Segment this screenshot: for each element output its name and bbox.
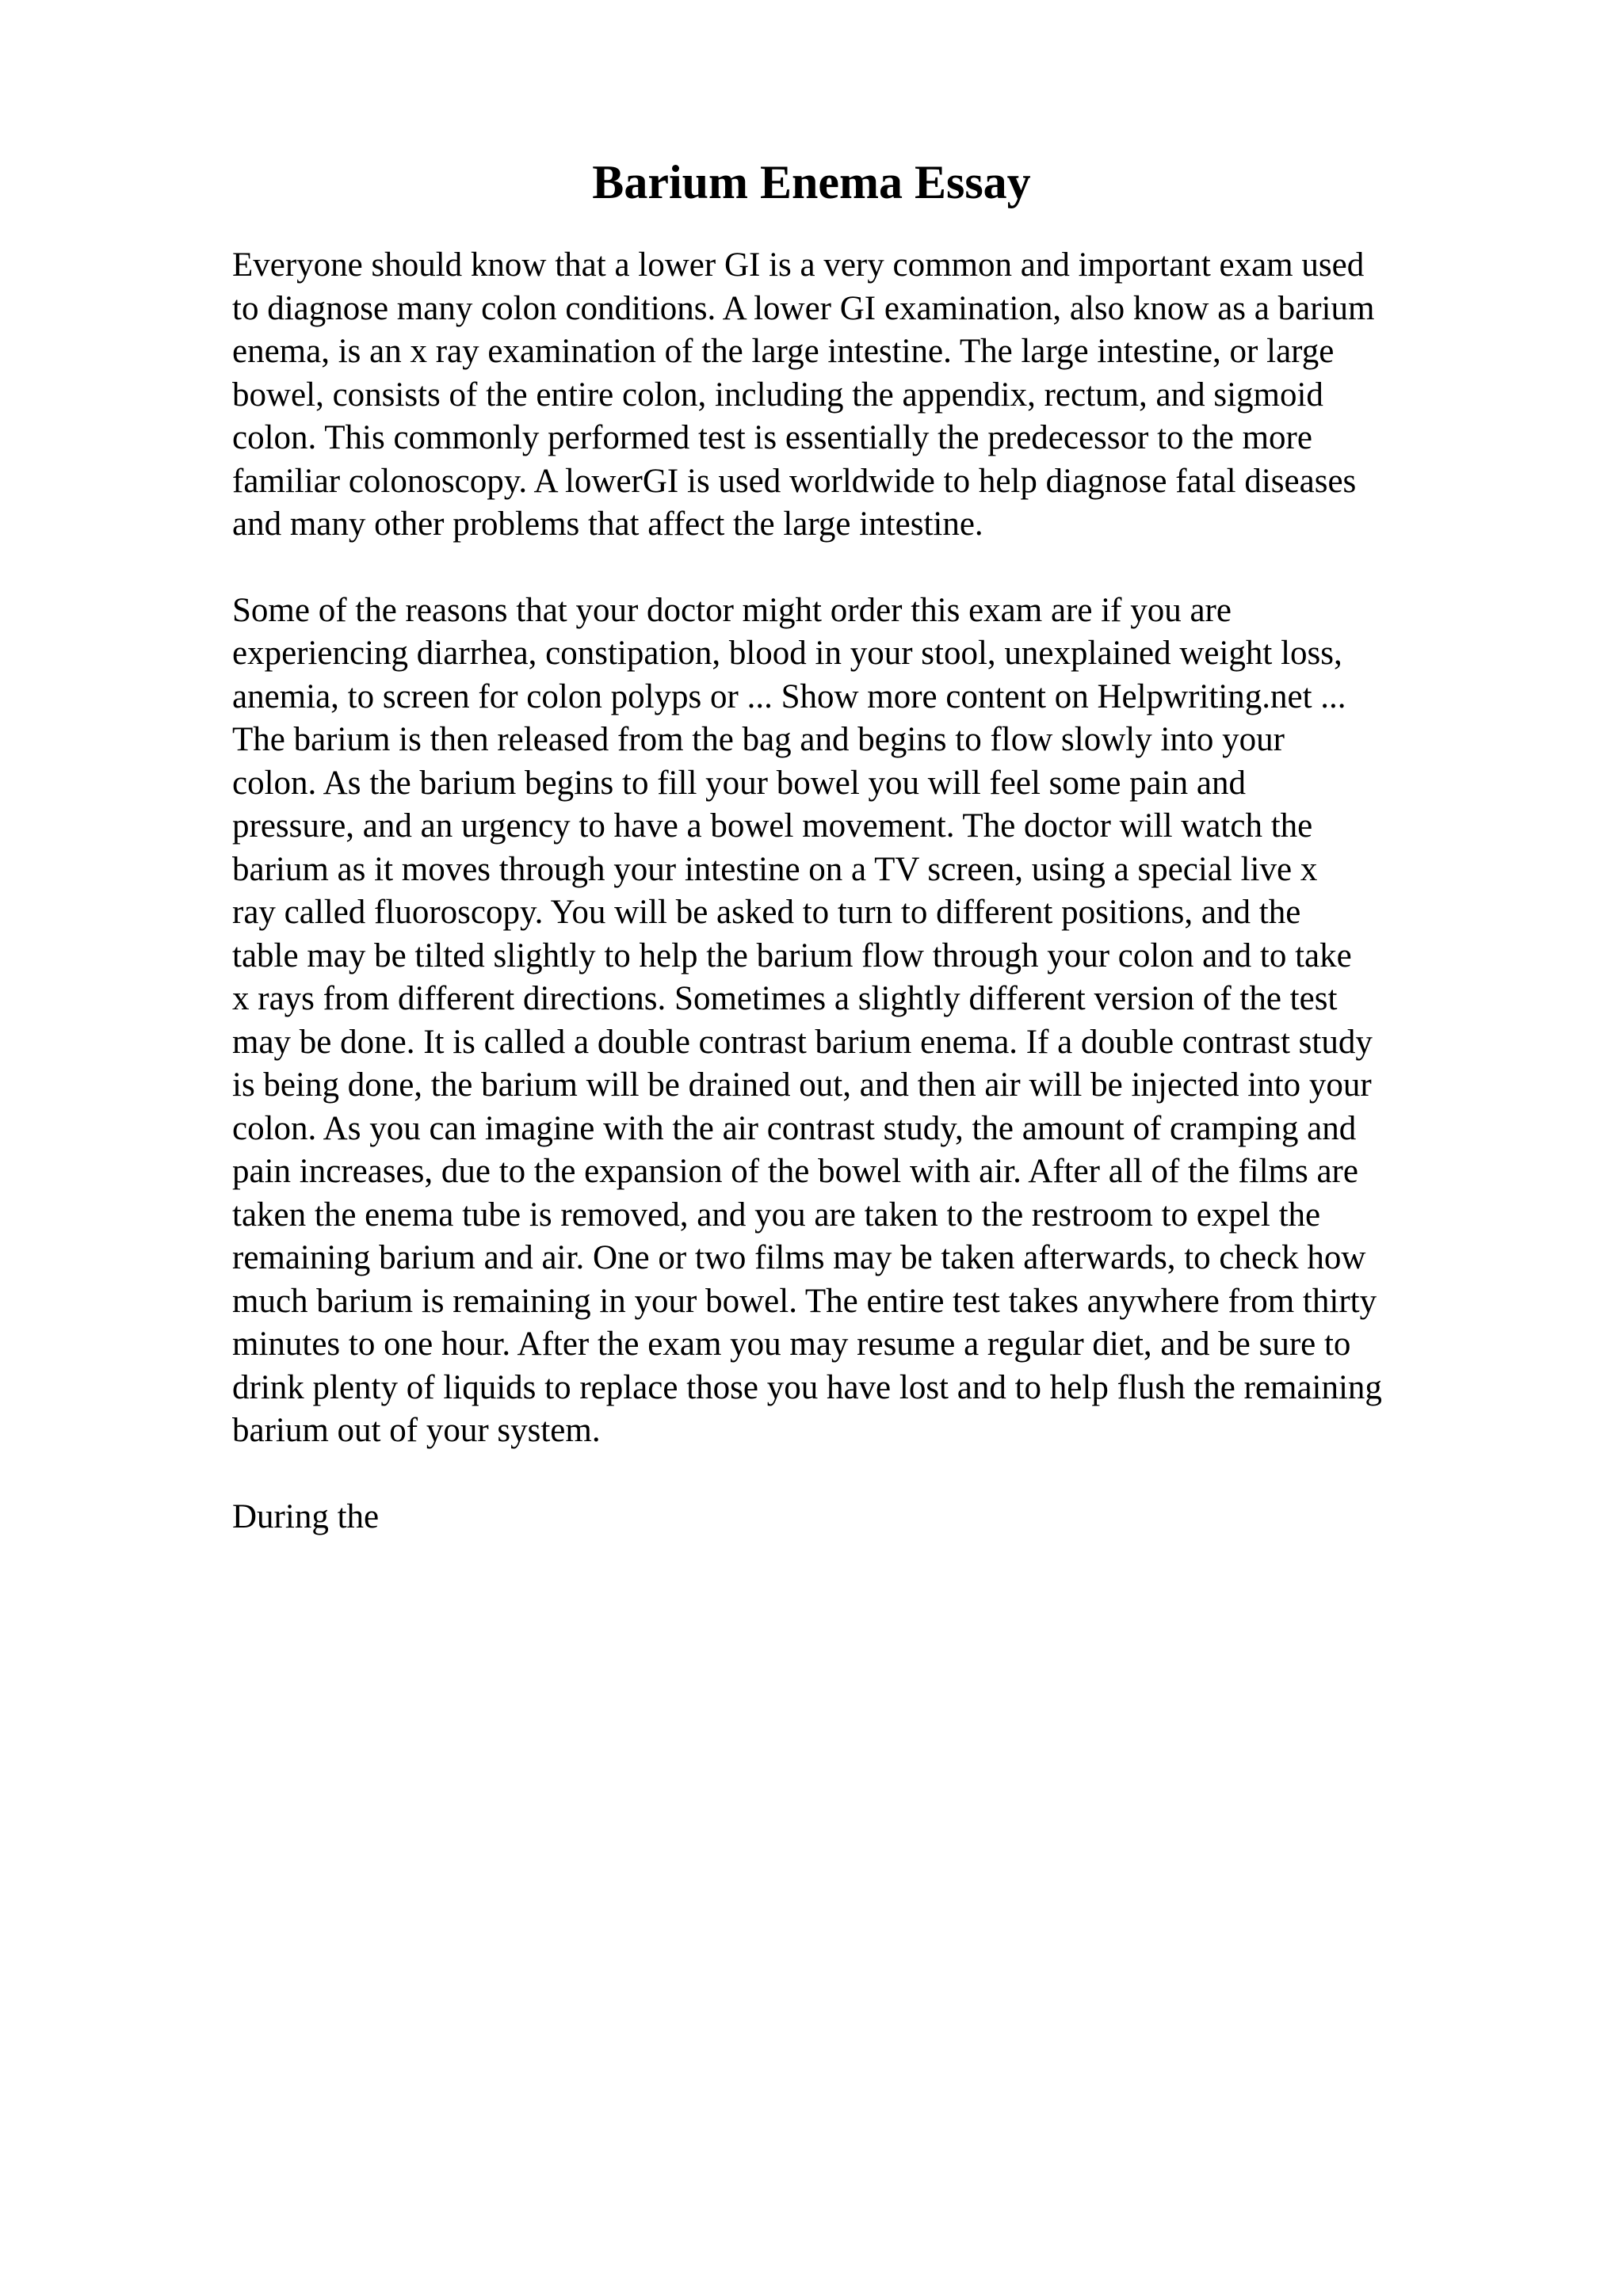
text-line: ray called fluoroscopy. You will be asked to turn to different positions, and the [232, 894, 1301, 931]
text-line: barium out of your system. [232, 1412, 601, 1449]
text-line: colon. As the barium begins to fill your bowel you will feel some pain and [232, 764, 1247, 802]
text-line: pain increases, due to the expansion of the bowel with air. After all of the films are [232, 1153, 1358, 1190]
text-line: colon. This commonly performed test is essentially the predecessor to the more [232, 419, 1312, 456]
document-body [232, 244, 1484, 1581]
text-line: taken the enema tube is removed, and you are taken to the restroom to expel the [232, 1196, 1321, 1234]
text-line: The barium is then released from the bag and begins to flow slowly into your [232, 721, 1285, 758]
text-line: x rays from different directions. Sometimes a slightly different version of the test [232, 980, 1338, 1017]
text-line: drink plenty of liquids to replace those you have lost and to help flush the remaining [232, 1368, 1382, 1406]
text-line: is being done, the barium will be drained out, and then air will be injected into your [232, 1066, 1372, 1104]
text-line: remaining barium and air. One or two films may be taken afterwards, to check how [232, 1239, 1366, 1276]
paragraph-3 [232, 1496, 1484, 1539]
text-line: minutes to one hour. After the exam you may resume a regular diet, and be sure to [232, 1325, 1351, 1363]
text-line: may be done. It is called a double contrast barium enema. If a double contrast study [232, 1023, 1373, 1061]
text-line: Some of the reasons that your doctor might order this exam are if you are [232, 591, 1232, 629]
text-line: During the [232, 1497, 380, 1535]
document-title: Barium Enema Essay [592, 156, 1031, 208]
text-line: much barium is remaining in your bowel. The entire test takes anywhere from thirty [232, 1282, 1377, 1320]
text-line: experiencing diarrhea, constipation, blood in your stool, unexplained weight loss, [232, 635, 1342, 672]
text-line: colon. As you can imagine with the air contrast study, the amount of cramping and [232, 1109, 1357, 1147]
text-line: to diagnose many colon conditions. A lower GI examination, also know as a barium [232, 289, 1375, 327]
text-line: bowel, consists of the entire colon, including the appendix, rectum, and sigmoid [232, 376, 1323, 414]
text-line: table may be tilted slightly to help the barium flow through your colon and to take [232, 936, 1352, 974]
text-line: Everyone should know that a lower GI is a very common and important exam used [232, 246, 1365, 284]
text-line: barium as it moves through your intestine on a TV screen, using a special live x [232, 850, 1318, 888]
text-line: familiar colonoscopy. A lowerGI is used worldwide to help diagnose fatal diseases [232, 462, 1357, 500]
paragraph-1 [232, 244, 1484, 547]
text-line: anemia, to screen for colon polyps or ... Show more content on Helpwriting.net ... [232, 677, 1346, 715]
paragraph-2 [232, 589, 1484, 1453]
text-line: pressure, and an urgency to have a bowel movement. The doctor will watch the [232, 807, 1313, 845]
text-line: enema, is an x ray examination of the large intestine. The large intestine, or large [232, 333, 1335, 370]
text-line: and many other problems that affect the large intestine. [232, 505, 983, 543]
